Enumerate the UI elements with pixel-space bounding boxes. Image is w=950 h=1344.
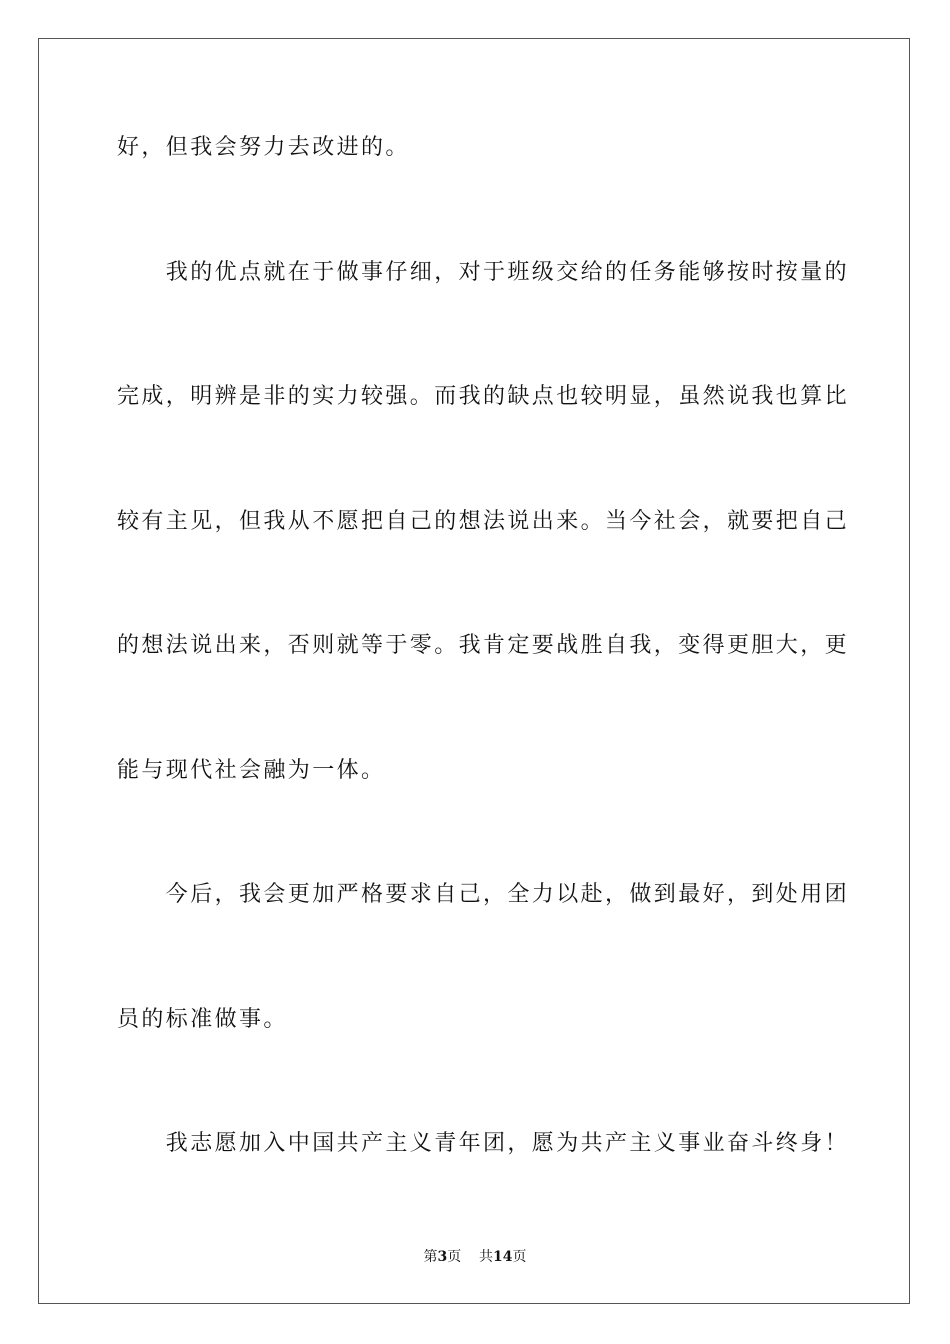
page-suffix: 页 <box>447 1249 462 1265</box>
paragraph-line-4: 较有主见，但我从不愿把自己的想法说出来。当今社会，就要把自己 <box>117 509 850 534</box>
total-suffix: 页 <box>512 1249 527 1265</box>
total-prefix: 共 <box>479 1249 494 1265</box>
paragraph-line-6: 能与现代社会融为一体。 <box>117 758 386 783</box>
page-prefix: 第 <box>423 1249 438 1265</box>
total-pages: 14 <box>493 1249 513 1265</box>
paragraph-line-7: 今后，我会更加严格要求自己，全力以赴，做到最好，到处用团 <box>117 882 850 907</box>
paragraph-line-9: 我志愿加入中国共产主义青年团，愿为共产主义事业奋斗终身！ <box>117 1131 850 1156</box>
paragraph-line-3: 完成，明辨是非的实力较强。而我的缺点也较明显，虽然说我也算比 <box>117 384 850 409</box>
paragraph-line-5: 的想法说出来，否则就等于零。我肯定要战胜自我，变得更胆大，更 <box>117 633 850 658</box>
page-footer <box>0 1247 950 1267</box>
paragraph-line-8: 员的标准做事。 <box>117 1007 288 1032</box>
paragraph-line-1: 好，但我会努力去改进的。 <box>117 135 410 160</box>
page-border <box>38 38 910 1304</box>
page-number: 3 <box>437 1249 448 1265</box>
paragraph-line-2: 我的优点就在于做事仔细，对于班级交给的任务能够按时按量的 <box>117 260 850 285</box>
